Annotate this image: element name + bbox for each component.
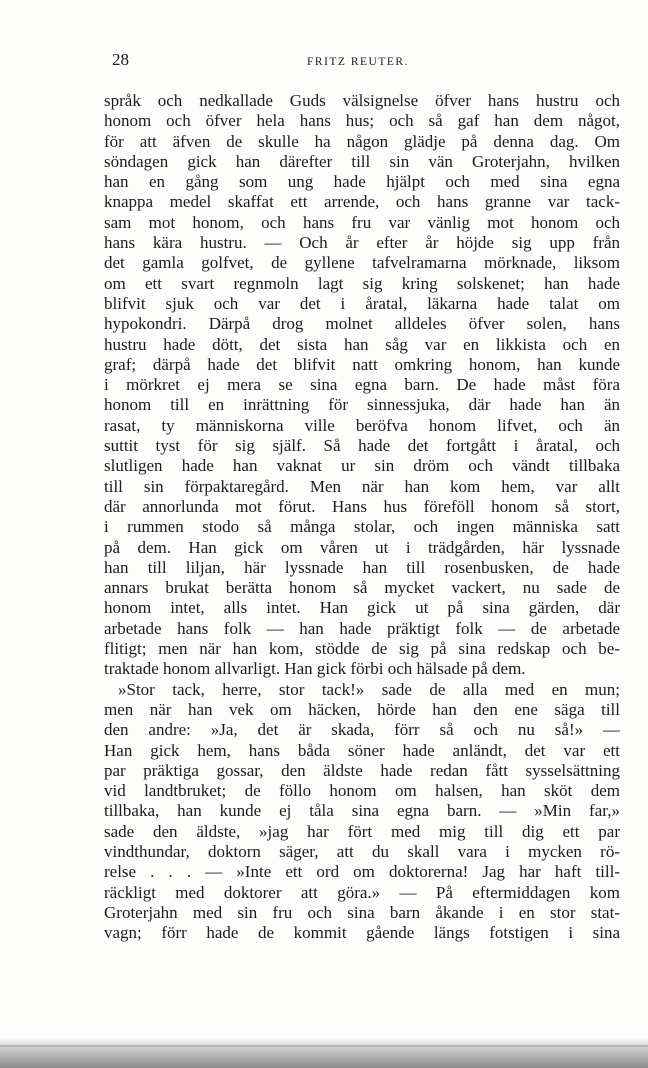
text-line: i rummen stodo så många stolar, och ingen människa satt: [104, 517, 620, 537]
text-line: sam mot honom, och hans fru var vänlig mot honom och: [104, 212, 620, 232]
text-line: flitigt; men när han kom, stödde de sig på sina redskap och be-: [104, 639, 620, 659]
text-line: i mörkret ej mera se sina egna barn. De hade måst föra: [104, 375, 620, 395]
text-line: honom intet, alls intet. Han gick ut på sina gärden, där: [104, 598, 620, 618]
text-line: »Stor tack, herre, stor tack!» sade de alla med en mun;: [118, 679, 620, 699]
text-line: blifvit sjuk och var det i åratal, läkarna hade talat om: [104, 293, 620, 313]
text-line: hypokondri. Därpå drog molnet alldeles öfver solen, hans: [104, 314, 620, 334]
text-line: räckligt med doktorer att göra.» — På eftermiddagen kom: [104, 882, 620, 902]
text-line: annars brukat berätta honom så mycket vackert, nu sade de: [104, 578, 620, 598]
text-line: rasat, ty människorna ville beröfva honom lifvet, och än: [104, 415, 620, 435]
text-line: arbetade hans folk — han hade präktigt folk — de arbetade: [104, 618, 620, 638]
running-head: FRITZ REUTER.: [307, 56, 409, 68]
text-line: han till liljan, här lyssnade han till rosenbusken, de hade: [104, 557, 620, 577]
text-line: hans kära hustru. — Och år efter år höjde sig upp från: [104, 233, 620, 253]
text-line: Han gick hem, hans båda söner hade anländt, det var ett: [104, 740, 620, 760]
text-line: där annorlunda mot förut. Hans hus föreföll honom så stort,: [104, 496, 620, 516]
text-line: det gamla golfvet, de gyllene tafvelramarna mörknade, liksom: [104, 253, 620, 273]
text-line: den andre: »Ja, det är skada, förr så och nu så!» —: [104, 720, 620, 740]
text-line: språk och nedkallade Guds välsignelse öfver hans hustru och: [104, 91, 620, 110]
text-line: honom och öfver hela hans hus; och så gaf han dem något,: [104, 111, 620, 131]
text-line: suttit tyst för sig själf. Så hade det fortgått i åratal, och: [104, 436, 620, 456]
text-line: för att äfven de skulle ha någon glädje på denna dag. Om: [104, 131, 620, 151]
page-bottom-edge: [0, 1038, 648, 1068]
text-line: graf; därpå hade det blifvit natt omkring honom, han kunde: [104, 354, 620, 374]
text-line: par präktiga gossar, den äldste hade redan fått sysselsättning: [104, 760, 620, 780]
page-header: [112, 50, 620, 80]
text-line: vagn; förr hade de kommit gående längs fotstigen i sina: [104, 923, 620, 943]
body-text: [104, 91, 620, 943]
text-line: om ett svart regnmoln lagt sig kring solskenet; han hade: [104, 273, 620, 293]
text-line: vindthundar, doktorn säger, att du skall vara i mycken rö-: [104, 841, 620, 861]
text-line: tillbaka, han kunde ej tåla sina egna barn. — »Min far,»: [104, 801, 620, 821]
text-line: slutligen hade han vaknat ur sin dröm och vändt tillbaka: [104, 456, 620, 476]
page-number: 28: [112, 50, 129, 69]
text-line: vid landtbruket; de föllo honom om halsen, han sköt dem: [104, 781, 620, 801]
text-line: honom till en inrättning för sinnessjuka, där hade han än: [104, 395, 620, 415]
text-line: relse . . . — »Inte ett ord om doktorerna! Jag har haft till-: [104, 862, 620, 882]
page-bottom-rule: [0, 1045, 648, 1047]
text-line: knappa medel skaffat ett arrende, och hans granne var tack-: [104, 192, 620, 212]
text-line: på dem. Han gick om våren ut i trädgården, här lyssnade: [104, 537, 620, 557]
text-line: traktade honom allvarligt. Han gick förbi och hälsade på dem.: [104, 659, 526, 679]
text-line: men när han vek om häcken, hörde han den ene säga till: [104, 699, 620, 719]
text-line: hustru hade dött, det sista han såg var en likkista och en: [104, 334, 620, 354]
text-line: sade den äldste, »jag har fört med mig till dig ett par: [104, 821, 620, 841]
text-line: söndagen gick han därefter till sin vän Groterjahn, hvilken: [104, 151, 620, 171]
text-line: till sin förpaktaregård. Men när han kom hem, var allt: [104, 476, 620, 496]
text-line: Groterjahn med sin fru och sina barn åkande i en stor stat-: [104, 902, 620, 922]
text-line: han en gång som ung hade hjälpt och med sina egna: [104, 172, 620, 192]
